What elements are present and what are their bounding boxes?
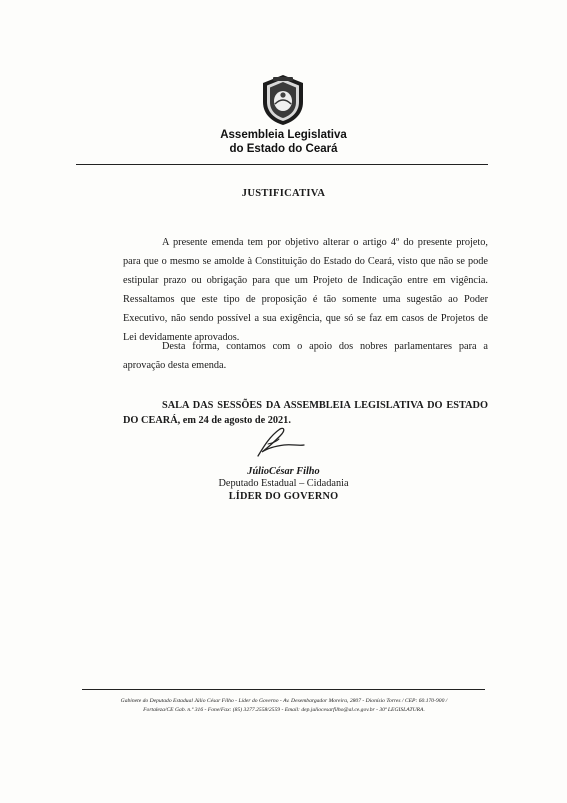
footer-contact-line: Fortaleza/CE Gab. n.º 316 - Fone/Fax: (85) 3277.2558/2559 - Email: dep.juliocesarfilho@al.ce.gov.br - 30ª LEGISLATURA. <box>143 707 425 713</box>
signatory-name: JúlioCésar Filho <box>247 466 320 477</box>
office-contact-footer <box>84 697 484 715</box>
handwritten-signature <box>246 424 306 460</box>
header-divider <box>76 164 488 165</box>
justification-paragraph: A presente emenda tem por objetivo alterar o artigo 4º do presente projeto, para que o mesmo se amolde à Constituição do Estado do Ceará, visto que não se pode estipular prazo ou obrigação para que um Projeto de Indicação entre em vigência. Ressaltamos que este tipo de proposição é tão somente uma sugestão ao Poder Executivo, não sendo possível a sua exigência, que só se faz em casos de Projetos de Lei devidamente aprovados. <box>123 237 488 344</box>
closing-paragraph: Desta forma, contamos com o apoio dos nobres parlamentares para a aprovação desta emenda. <box>123 341 488 372</box>
session-statement: SALA DAS SESSÕES DA ASSEMBLEIA LEGISLATIVA DO ESTADO DO CEARÁ, em 24 de agosto de 2021. <box>123 400 488 427</box>
signatory-title: Deputado Estadual – Cidadania <box>218 478 349 489</box>
footer-divider <box>82 689 485 690</box>
footer-address-line: Gabinete do Deputado Estadual Júlio César Filho - Líder do Governo - Av. Desembargador Moreira, 2807 - Dionísio Torres / CEP: 60.170-900 / <box>120 698 448 704</box>
signatory-role: LÍDER DO GOVERNO <box>228 491 339 502</box>
institution-name: Assembleia Legislativa <box>220 129 347 141</box>
document-heading: JUSTIFICATIVA <box>241 188 326 199</box>
state-coat-of-arms-icon <box>259 74 307 126</box>
institution-state: do Estado do Ceará <box>229 143 338 155</box>
